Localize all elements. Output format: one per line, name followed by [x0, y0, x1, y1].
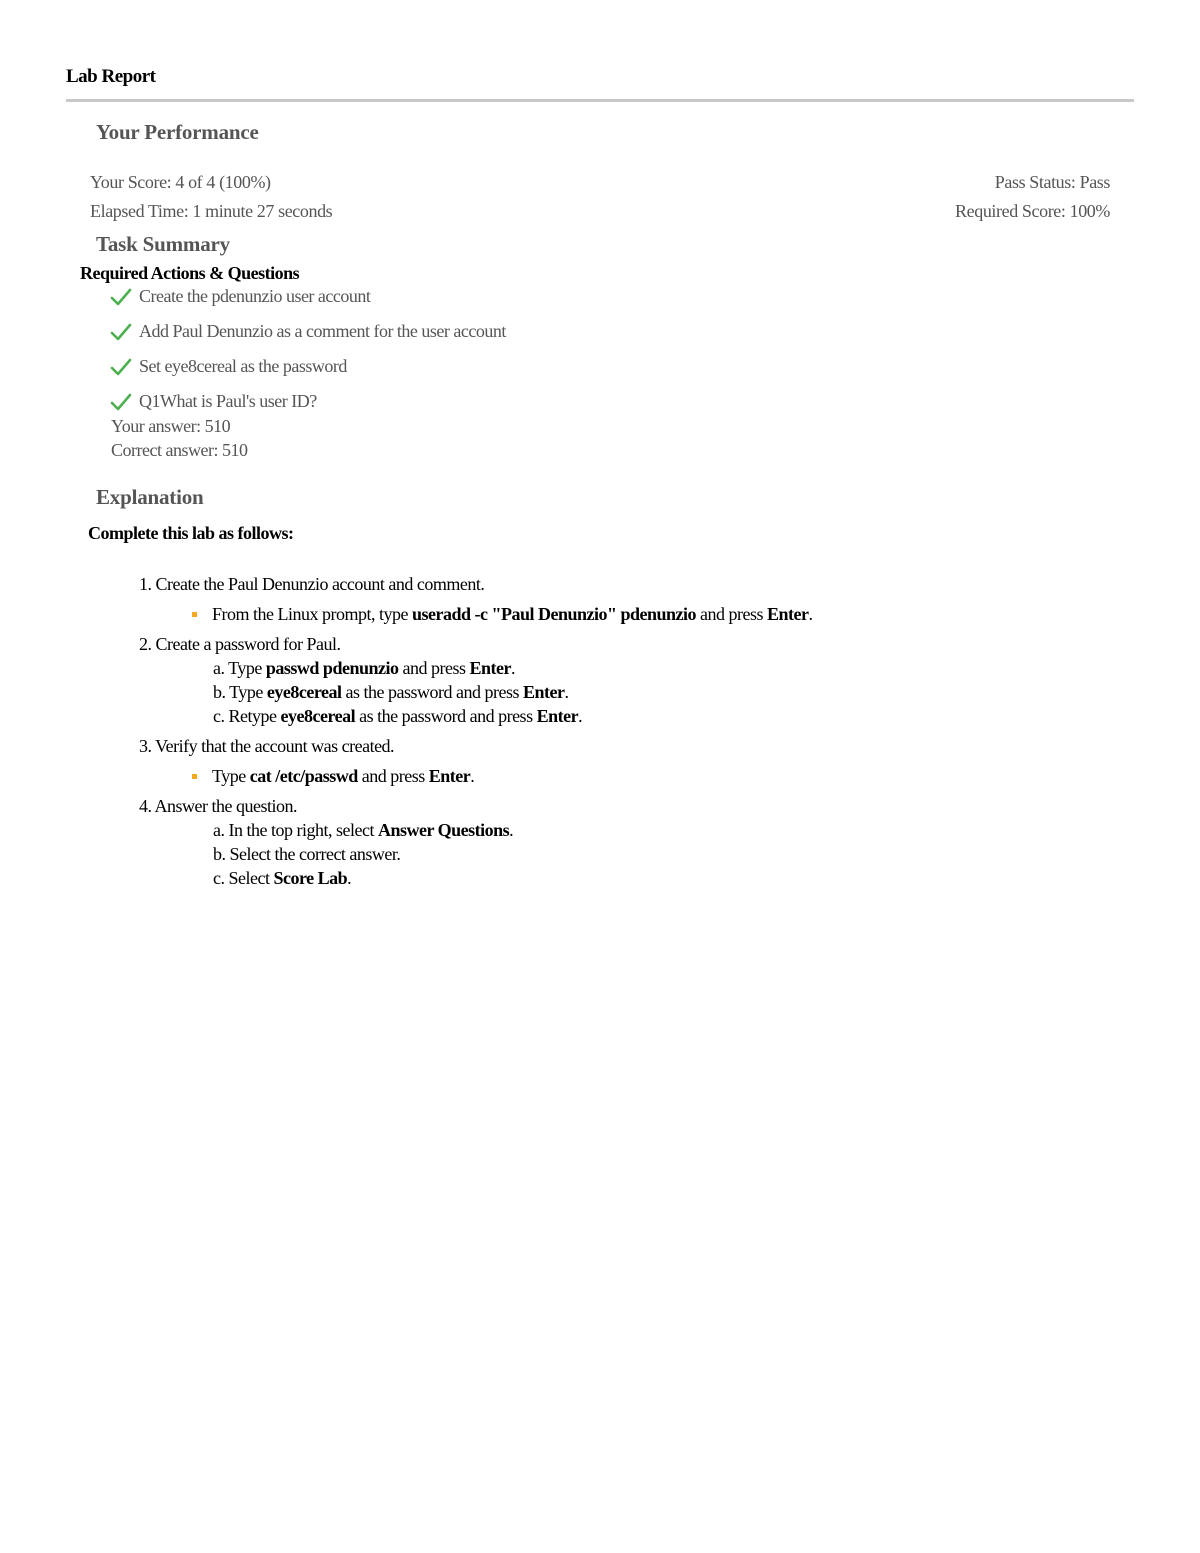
check-icon	[110, 392, 132, 412]
task-label: Q1What is Paul's user ID?	[139, 391, 317, 411]
step-4-sub-c: c. Select Score Lab.	[213, 868, 352, 888]
step-2: 2. Create a password for Paul.	[139, 634, 341, 654]
required-score-text: Required Score: 100%	[955, 201, 1110, 221]
instruction-text: Type cat /etc/passwd and press Enter.	[212, 766, 475, 786]
step-3: 3. Verify that the account was created.	[139, 736, 395, 756]
task-item	[110, 391, 317, 412]
step-4-sub-b: b. Select the correct answer.	[213, 844, 401, 864]
task-item	[110, 356, 347, 377]
required-actions-subheading: Required Actions & Questions	[80, 263, 300, 283]
step-1: 1. Create the Paul Denunzio account and comment.	[139, 574, 485, 594]
step-2-sub-c: c. Retype eye8cereal as the password and press Enter.	[213, 706, 583, 726]
task-item	[110, 286, 370, 307]
check-icon	[110, 287, 132, 307]
check-icon	[110, 322, 132, 342]
step-3-bullet	[192, 766, 474, 787]
pass-status-text: Pass Status: Pass	[994, 172, 1110, 192]
elapsed-time-text: Elapsed Time: 1 minute 27 seconds	[90, 201, 333, 221]
step-4-sub-a: a. In the top right, select Answer Questions.	[213, 820, 514, 840]
instruction-text: From the Linux prompt, type useradd -c "Paul Denunzio" pdenunzio and press Enter.	[212, 604, 813, 624]
task-label: Add Paul Denunzio as a comment for the user account	[139, 321, 506, 341]
report-title: Lab Report	[66, 66, 156, 87]
score-text: Your Score: 4 of 4 (100%)	[90, 172, 271, 192]
performance-heading: Your Performance	[96, 120, 259, 144]
explanation-heading: Explanation	[96, 485, 204, 509]
task-label: Set eye8cereal as the password	[139, 356, 347, 376]
header-divider	[66, 99, 1134, 102]
correct-answer: Correct answer: 510	[111, 440, 248, 460]
task-item	[110, 321, 506, 342]
task-label: Create the pdenunzio user account	[139, 286, 371, 306]
explanation-intro: Complete this lab as follows:	[88, 523, 294, 543]
bullet-icon	[192, 612, 197, 617]
task-summary-heading: Task Summary	[96, 232, 230, 256]
step-1-bullet	[192, 604, 813, 625]
step-2-sub-a: a. Type passwd pdenunzio and press Enter.	[213, 658, 515, 678]
check-icon	[110, 357, 132, 377]
step-2-sub-b: b. Type eye8cereal as the password and press Enter.	[213, 682, 569, 702]
step-4: 4. Answer the question.	[139, 796, 297, 816]
bullet-icon	[192, 774, 197, 779]
your-answer: Your answer: 510	[111, 416, 231, 436]
